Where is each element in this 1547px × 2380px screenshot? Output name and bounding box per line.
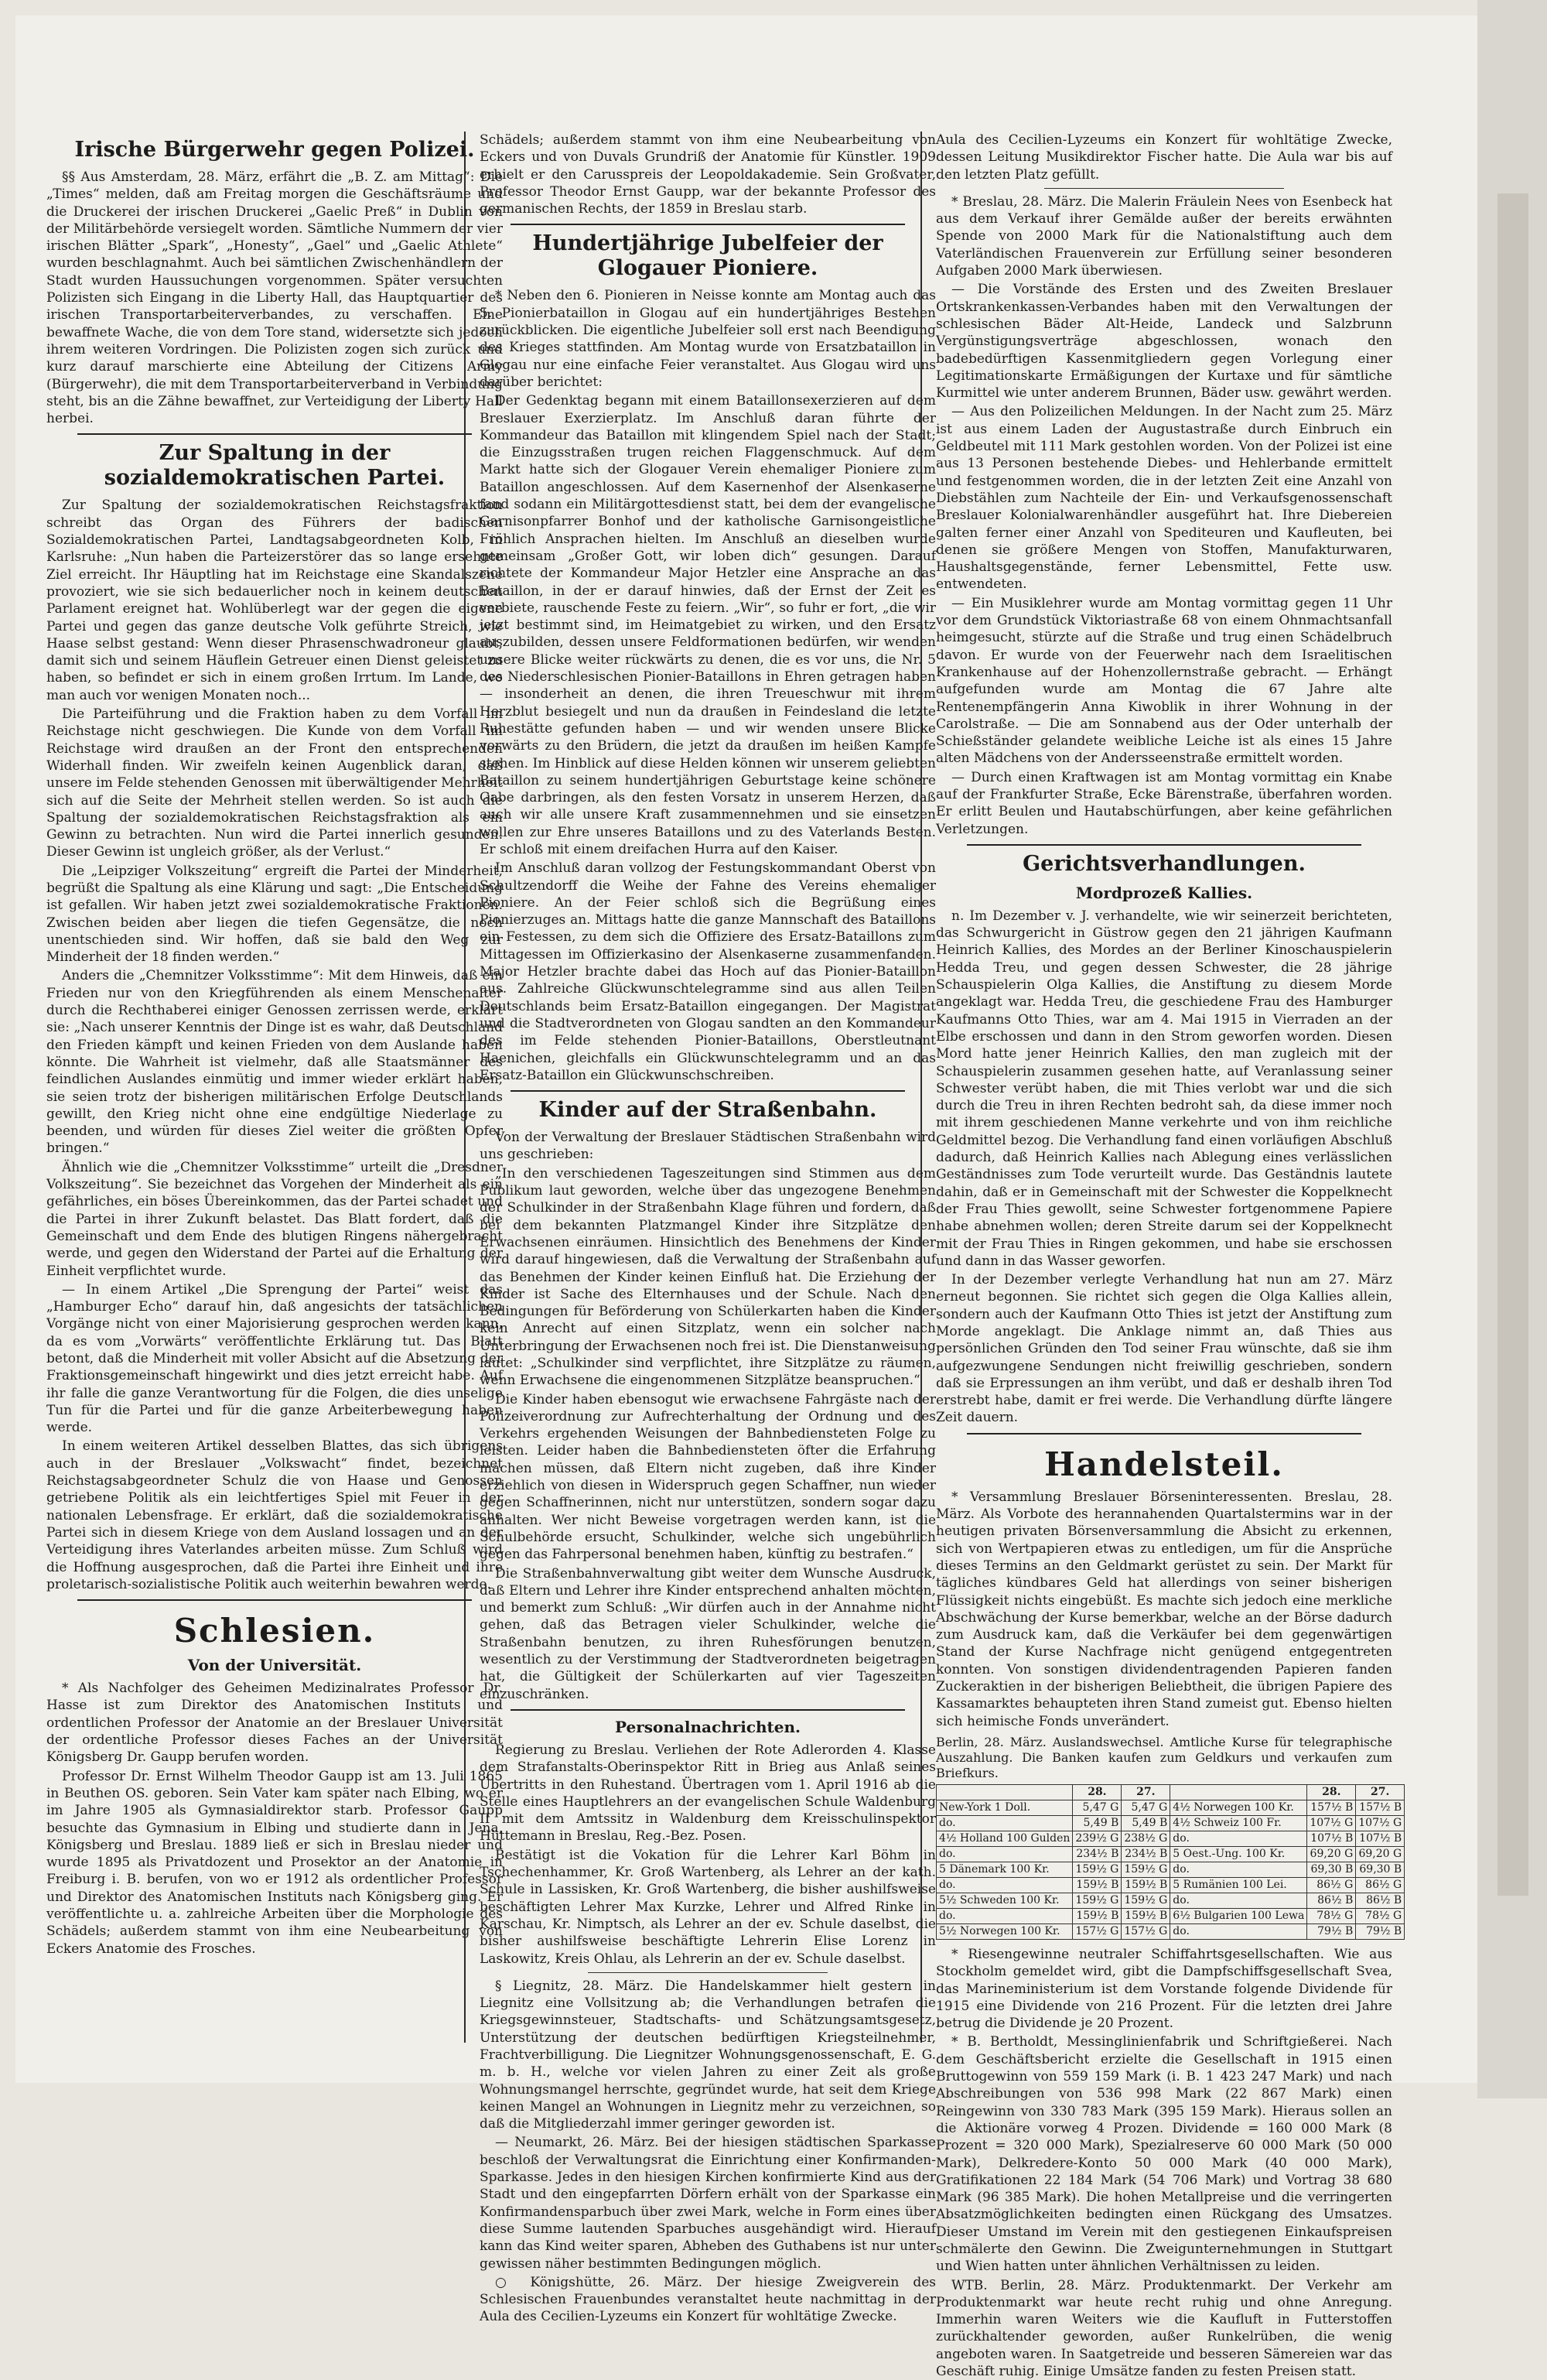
article-separator <box>511 224 905 225</box>
rates-cell: 159½ G <box>1122 1893 1170 1908</box>
article-paragraph: ○ Königshütte, 26. März. Der hiesige Zweigverein des Schlesischen Frauenbundes veranstaltet heute nachmittag in der Aula des Cecilien-Lyzeums ein Konzert für wohltätige Zwecke. <box>480 2274 936 2325</box>
rates-row <box>937 1862 1405 1877</box>
rates-cell: 157½ B <box>1307 1800 1356 1815</box>
rates-cell: 5,47 G <box>1122 1800 1170 1815</box>
article-paragraph: In der Dezember verlegte Verhandlung hat nun am 27. März erneut begonnen. Sie richtet sich gegen die Olga Kallies allein, sondern auch der Kaufmann Otto Thies ist jetzt der Anstiftung zum Morde angeklagt. Die Anklage nimmt an, daß Thies aus persönlichen Gründen den Tod seiner Frau wünschte, daß sie ihm aufgezwungene Sendungen nicht freiwillig geschrieben, sondern daß sie Erpressungen an ihm verübt, und daß er deshalb ihren Tod erstrebt habe, damit er frei werde. Die Verhandlung dürfte längere Zeit dauern. <box>936 1272 1392 1426</box>
article-paragraph: * Versammlung Breslauer Börseninteressenten. Breslau, 28. März. Als Vorbote des herannahenden Quartalstermins war in der heutigen privaten Börsenversammlung die Absicht zu erkennen, sich von Wertpapieren etwas zu entledigen, um für die Ansprüche dieses Termins an den Geldmarkt gerüstet zu sein. Der Markt für tägliches kündbares Geld hat allerdings von seiner bisherigen Flüssigkeit nichts eingebüßt. Es machte sich jedoch eine merkliche Abschwächung der Kurse bemerkbar, welche an der Börse dadurch zum Ausdruck kam, daß die Verkäufer bei dem gegenwärtigen Stand der Kurse Nachfrage nicht genügend entgegentreten konnten. Von sonstigen dividendentragenden Papieren fanden Zuckeraktien in der bisherigen Beliebtheit, die übrigen Papiere des Kassamarktes behaupteten ihren Stand zumeist gut. Ebenso hielten sich heimische Fonds unverändert. <box>936 1489 1392 1729</box>
rates-header-cell: 28. <box>1073 1784 1122 1800</box>
rates-cell: 4½ Norwegen 100 Kr. <box>1170 1800 1307 1815</box>
rates-cell: 5,49 B <box>1073 1815 1122 1831</box>
column-middle <box>480 132 936 2325</box>
article-paragraph: „In den verschiedenen Tageszeitungen sind Stimmen aus dem Publikum laut geworden, welche über das ungezogene Benehmen der Schulkinder in der Straßenbahn Klage führen und fordern, daß bei dem bekannten Platzmangel Kinder ihre Sitzplätze den Erwachsenen einräumen. Hinsichtlich des Benehmens der Kinder wird darauf hingewiesen, daß die Verwaltung der Straßenbahn auf das Benehmen der Kinder keinen Einfluß hat. Die Erziehung der Kinder ist Sache des Elternhauses und der Schule. Nach den Bedingungen für Beförderung von Schülerkarten haben die Kinder kein Anrecht auf einen Sitzplatz, wenn ein solcher nach Unterbringung der Erwachsenen noch frei ist. Die Dienstanweisung lautet: „Schulkinder sind verpflichtet, ihre Sitzplätze zu räumen, wenn Erwachsene die eingenommenen Sitzplätze beanspruchen.“ <box>480 1165 936 1389</box>
rates-header-cell <box>1170 1784 1307 1800</box>
rates-cell: 86½ B <box>1356 1893 1405 1908</box>
rates-cell: 78½ G <box>1356 1908 1405 1923</box>
rates-cell: do. <box>1170 1862 1307 1877</box>
rates-cell: do. <box>937 1908 1073 1923</box>
rates-cell: 238½ G <box>1122 1831 1170 1846</box>
rates-cell: 159½ B <box>1122 1908 1170 1923</box>
section-separator <box>967 1433 1361 1434</box>
rates-cell: 5 Rumänien 100 Lei. <box>1170 1877 1307 1893</box>
column-left <box>46 132 503 2019</box>
rates-cell: 159½ B <box>1073 1908 1122 1923</box>
rates-cell: New-York 1 Doll. <box>937 1800 1073 1815</box>
rates-cell: 86½ G <box>1307 1877 1356 1893</box>
article-paragraph: Ähnlich wie die „Chemnitzer Volksstimme“ urteilt die „Dresdner Volkszeitung“. Sie bezeichnet das Vorgehen der Minderheit als ein gefährliches, ein böses Übereinkommen, das der Partei schadet und die Partei in ihrer Zukunft belastet. Das Blatt fordert, daß die Gemeinschaft und dem Ende des blutigen Ringens nähergebracht werde, und gegen den Widerstand der Partei auf die Erhaltung der Einheit verpflichtet wurde. <box>46 1159 503 1279</box>
article-paragraph: — Aus den Polizeilichen Meldungen. In der Nacht zum 25. März ist aus einem Laden der Augustastraße durch Einbruch ein Geldbeutel mit 111 Mark gestohlen worden. Von der Polizei ist eine aus 13 Personen bestehende Diebes- und Hehlerbande ermittelt und festgenommen worden, die in der letzten Zeit eine Anzahl von Diebstählen zum Nachteile der Ein- und Verkaufsgenossenschaft Breslauer Kolonialwarenhändler ausgeführt hat. Ihre Diebereien galten ferner einer Anzahl von Spediteuren und Kaufleuten, bei denen sie größere Mengen von Stoffen, Manufakturwaren, Haushaltsgegenstände, ferner Lebensmittel, Fette usw. entwendeten. <box>936 404 1392 593</box>
article-paragraph: § Liegnitz, 28. März. Die Handelskammer hielt gestern in Liegnitz eine Vollsitzung ab; die Verhandlungen betrafen die Kriegsgewinnsteuer, Stadtschafts- und Schätzungsamtsgesetz, Unterstützung der deutschen bedürftigen Kriegsteilnehmer, Frachtverbilligung. Die Liegnitzer Wohnungsgenossenschaft, E. G. m. b. H., welche vor vielen Jahren zu einer Zeit als große Wohnungsmangel herrschte, gegründet wurde, hat seit dem Kriege keinen Mangel an Wohnungen in Liegnitz mehr zu verzeichnen, so daß die Mitgliederzahl immer geringer geworden ist. <box>480 1978 936 2132</box>
headline-court-proceedings: Gerichtsverhandlungen. <box>1023 851 1306 876</box>
rates-cell: 69,20 G <box>1356 1846 1405 1862</box>
article-paragraph: * Neben den 6. Pionieren in Neisse konnte am Montag auch das 5. Pionierbataillon in Glogau auf ein hundertjähriges Bestehen zurückblicken. Die eigentliche Jubelfeier soll erst nach Beendigung des Krieges stattfinden. Am Montag wurde von Ersatzbataillon in Glogau nur eine einfache Feier veranstaltet. Aus Glogau wird uns darüber berichtet: <box>480 288 936 390</box>
article-paragraph: Im Anschluß daran vollzog der Festungskommandant Oberst von Schultzendorff die Weihe der Fahne des Vereins ehemaliger Pioniere. An der Feier schloß sich die Begrüßung eines Pionierzuges an. Mittags hatte die ganze Mannschaft des Bataillons ein Festessen, zu dem sich die Offiziere des Ersatz-Bataillons zum Mittagessen im Offizierkasino der Alsenkaserne zusammenfanden. Major Hetzler brachte dabei das Hoch auf das Pionier-Bataillon aus. Zahlreiche Glückwunschtelegramme sind aus allen Teilen Deutschlands beim Ersatz-Bataillon eingegangen. Der Magistrat und die Stadtverordneten von Glogau sandten an den Kommandeur des im Felde stehenden Pionier-Bataillons, Oberstleutnant Haenichen, gleichfalls ein Glückwunschtelegramm und an das Ersatz-Bataillon ein Glückwunschschreiben. <box>480 860 936 1083</box>
rates-row <box>937 1893 1405 1908</box>
rates-cell: 107½ G <box>1307 1815 1356 1831</box>
article-paragraph: * B. Bertholdt, Messinglinienfabrik und Schriftgießerei. Nach dem Geschäftsbericht erzielte die Gesellschaft in 1915 einen Bruttogewinn von 559 159 Mark (i. B. 1 423 247 Mark) und nach Abschreibungen von 536 998 Mark (22 867 Mark) einen Reingewinn von 330 783 Mark (395 159 Mark). Hieraus sollen an die Aktionäre vorweg 4 Prozen. Dividende = 160 000 Mark (8 Prozent = 320 000 Mark), Spezialreserve 60 000 Mark (50 000 Mark), Delkredere-Konto 50 000 Mark (40 000 Mark), Gratifikationen 22 184 Mark (54 706 Mark) und Vortrag 38 680 Mark (96 385 Mark). Die hohen Metallpreise und die verringerten Absatzmöglichkeiten bedingten einen Rückgang des Umsatzes. Dieser Umstand im Verein mit den gestiegenen Einkaufspreisen schmälerte den Gewinn. Die Zweigunternehmungen in Stuttgart und Wien hatten unter ähnlichen Verhältnissen zu leiden. <box>936 2034 1392 2275</box>
rates-cell: do. <box>1170 1893 1307 1908</box>
article-paragraph: Schädels; außerdem stammt von ihm eine Neubearbeitung von Eckers und von Duvals Grundriß der Anatomie für Künstler. 1909 erhielt er den Carusspreis der Leopoldakademie. Sein Großvater, Professor Theodor Ernst Gaupp, war der bekannte Professor des germanischen Rechts, der 1859 in Breslau starb. <box>480 132 936 217</box>
article-paragraph: Zur Spaltung der sozialdemokratischen Reichstagsfraktion schreibt das Organ des Führers der badischen Sozialdemokratischen Partei, Landtagsabgeordneten Kolb, in Karlsruhe: „Nun haben die Parteizerstörer das so lange ersehnte Ziel erreicht. Ihr Häuptling hat im Reichstage eine Skandalszene provoziert, wie sie sich bedauerlicher noch in keinem deutschen Parlament ereignet hat. Wohlüberlegt war der gegen die eigene Partei und gegen das ganze deutsche Volk geführte Streich, wie Haase selbst gestand: Wenn dieser Phrasenschwadroneur glaubt, damit sich und seinem Häuflein Getreuer einen Dienst geleistet zu haben, so befindet er sich in einem großen Irrtum. Im Lande, wo man auch vor wenigen Monaten noch... <box>46 498 503 703</box>
article-paragraph: Von der Verwaltung der Breslauer Städtischen Straßenbahn wird uns geschrieben: <box>480 1130 936 1163</box>
article-paragraph: — In einem Artikel „Die Sprengung der Partei“ weist das „Hamburger Echo“ darauf hin, daß angesichts der tatsächlichen Vorgänge nicht von einer Majorisierung gesprochen werden kann, da es vom „Vorwärts“ veröffentlichte Erklärung tut. Das Blatt betont, daß die Minderheit mit voller Absicht auf die Absetzung der Fraktionsgemeinschaft hingewirkt und dies jetzt erreicht habe. Auf ihr falle die ganze Verantwortung für die Folgen, die dies unselige Tun für die Partei und für die ganze Arbeiterbewegung haben werde. <box>46 1281 503 1436</box>
headline-tram-children: Kinder auf der Straßenbahn. <box>538 1098 877 1123</box>
rates-header-cell: 28. <box>1307 1784 1356 1800</box>
rates-row <box>937 1877 1405 1893</box>
rates-cell: 159½ G <box>1073 1862 1122 1877</box>
article-paragraph: Regierung zu Breslau. Verliehen der Rote Adlerorden 4. Klasse dem Strafanstalts-Oberinspektor Ritt in Brieg aus Anlaß seines Übertritts in den Ruhestand. Übertragen vom 1. April 1916 ab die Stelle eines Hauptlehrers an der evangelischen Schule Waldenburg II mit dem Amtssitz in Waldenburg dem Kreisschulinspektor Hüttemann in Breslau, Reg.-Bez. Posen. <box>480 1742 936 1845</box>
headline-glogau-pioneers: Hundertjährige Jubelfeier der Glogauer Pioniere. <box>532 231 883 281</box>
rates-cell: 5 Oest.-Ung. 100 Kr. <box>1170 1846 1307 1862</box>
rates-cell: 86½ G <box>1356 1877 1405 1893</box>
article-paragraph: Die Kinder haben ebensogut wie erwachsene Fahrgäste nach der Polizeiverordnung zur Aufrechterhaltung der Ordnung und des Verkehrs ergehenden Weisungen der Bahnbediensteten Folge zu leisten. Leider haben die Bahnbediensteten öfter die Erfahrung machen müssen, daß Eltern nicht zugeben, daß ihre Kinder erziehlich von diesen in Widerspruch gegen Schaffner, nun wieder gegen Schaffnerinnen, nicht nur unterstützen, sondern sogar dazu anhalten. Wer nicht Beweise vorgetragen werden kann, ist die Schulbehörde ersucht, Schulkinder, welche sich ungebührlich gegen das Fahrpersonal benehmen haben, künftig zu bestrafen.“ <box>480 1391 936 1563</box>
rates-header-cell <box>937 1784 1073 1800</box>
article-paragraph: * Riesengewinne neutraler Schiffahrtsgesellschaften. Wie aus Stockholm gemeldet wird, gibt die Dampfschiffsgesellschaft Svea, das Marineministerium ist dem Vorstande folgende Dividende für 1915 eine Dividende von 216 Prozent. Für die letzten drei Jahre betrug die Dividende je 20 Prozent. <box>936 1946 1392 2032</box>
exchange-rates-table <box>936 1784 1405 1940</box>
rates-row <box>937 1908 1405 1923</box>
rates-cell: 234½ B <box>1073 1846 1122 1862</box>
rates-cell: 79½ B <box>1307 1923 1356 1939</box>
article-paragraph: In einem weiteren Artikel desselben Blattes, das sich übrigens auch in der Breslauer „Volkswacht“ findet, bezeichnet Reichstagsabgeordneter Schulz die von Haase und Genossen getriebene Politik als ein leichtfertiges Spiel mit Feuer in der nationalen Lebensfrage. Er erklärt, daß die sozialdemokratische Partei sich in diesem Kriege von dem Ausland lossagen und an der Verteidigung ihres Vaterlandes arbeiten müsse. Zum Schluß wird die Hoffnung ausgesprochen, daß die Partei ihre Einheit und ihre proletarisch-sozialistische Politik auch weiterhin bewahren werde. <box>46 1438 503 1592</box>
rates-cell: do. <box>1170 1831 1307 1846</box>
article-paragraph: — Die Vorstände des Ersten und des Zweiten Breslauer Ortskrankenkassen-Verbandes haben mit den Verwaltungen der schlesischen Bäder Alt-Heide, Landeck und Salzbrunn Vergünstigungsverträge abgeschlossen, wonach den badebedürftigen Kassenmitgliedern gegen Vorlegung einer Legitimationskarte Ermäßigungen der Kurtaxe und für sämtliche Kurmittel wie unter anderem Brunnen, Bäder usw. gewährt werden. <box>936 282 1392 402</box>
rates-cell: 107½ G <box>1356 1815 1405 1831</box>
rates-row <box>937 1846 1405 1862</box>
rates-cell: 69,30 B <box>1356 1862 1405 1877</box>
article-paragraph: Aula des Cecilien-Lyzeums ein Konzert für wohltätige Zwecke, dessen Leitung Musikdirektor Fischer hatte. Die Aula war bis auf den letzten Platz gefüllt. <box>936 132 1392 183</box>
rates-body <box>937 1800 1405 1939</box>
rates-cell: 159½ G <box>1122 1862 1170 1877</box>
section-title-handelsteil: Handelsteil. <box>1044 1445 1284 1483</box>
article-paragraph: Anders die „Chemnitzer Volksstimme“: Mit dem Hinweis, daß ein Frieden nur von den Kriegführenden als einem Menschenalter durch die Rechthaberei einiger Genossen zerrissen werde, erklärt sie: „Nach unserer Kenntnis der Dinge ist es wahr, daß Deutschland den Frieden kämpft und keinen Frieden von dem Auslande haben könnte. Die Wahrheit ist vielmehr, daß alle Staatsmänner des feindlichen Auslandes einmütig und immer wieder erklärt haben, sie seien trotz der bisherigen militärischen Erfolge Deutschlands gewillt, den Krieg nicht ohne eine endgültige Niederlage zu beenden, und würden für dieses Ziel weiter die größten Opfer bringen.“ <box>46 968 503 1157</box>
rates-cell: 159½ B <box>1073 1877 1122 1893</box>
article-separator <box>77 433 472 435</box>
rates-row <box>937 1815 1405 1831</box>
rates-cell: 69,30 B <box>1307 1862 1356 1877</box>
rates-cell: 107½ B <box>1307 1831 1356 1846</box>
article-paragraph: * Als Nachfolger des Geheimen Medizinalrates Professor Dr. Hasse ist zum Direktor des Anatomischen Instituts und ordentlichen Professor der Anatomie an der Breslauer Universität der ordentliche Professor dieses Faches an der Universität Königsberg Dr. Gaupp berufen worden. <box>46 1681 503 1766</box>
rates-header-cell: 27. <box>1122 1784 1170 1800</box>
rates-row <box>937 1800 1405 1815</box>
rates-cell: 107½ B <box>1356 1831 1405 1846</box>
article-paragraph: Die Straßenbahnverwaltung gibt weiter dem Wunsche Ausdruck, daß Eltern und Lehrer ihre Kinder entsprechend anhalten möchten, und bemerkt zum Schluß: „Wir dürfen auch in der Annahme nicht gehen, daß das Betragen vieler Schulkinder, welche die Straßenbahn benutzen, zu ihren Ruhesförungen benutzen, wesentlich zu der Verstimmung der Stadtverordneten beigetragen hat, die Gültigkeit der Schülerkarten auf vier Tageszeiten einzuschränken. <box>480 1565 936 1702</box>
subheadline-kallies-trial: Mordprozeß Kallies. <box>1075 883 1253 902</box>
rates-cell: 5,47 G <box>1073 1800 1122 1815</box>
article-paragraph: Professor Dr. Ernst Wilhelm Theodor Gaupp ist am 13. Juli 1865 in Beuthen OS. geboren. Sein Vater kam später nach Elbing, wo er im Jahre 1905 als Gymnasialdirektor starb. Professor Gaupp besuchte das Gymnasium in Elbing und studierte dann in Jena, Königsberg und Breslau. 1889 ließ er sich in Breslau nieder und wurde 1895 als Privatdozent und Prosektor an der Anatomie in Freiburg i. B. berufen, von wo er 1912 als ordentlicher Professor und Direktor des Anatomischen Instituts nach Königsberg ging. Er veröffentlichte u. a. zahlreiche Arbeiten über die Morphologie des Schädels; außerdem stammt von ihm eine Neubearbeitung von Eckers Anatomie des Frosches. <box>46 1768 503 1957</box>
rates-cell: 5½ Schweden 100 Kr. <box>937 1893 1073 1908</box>
rates-cell: 69,20 G <box>1307 1846 1356 1862</box>
article-paragraph: — Neumarkt, 26. März. Bei der hiesigen städtischen Sparkasse beschloß der Verwaltungsrat die Einrichtung einer Konfirmanden-Sparkasse. Jedes in den hiesigen Kirchen konfirmierte Kind aus der Stadt und den eingepfarrten Dörfern erhält von der Sparkasse ein Konfirmandensparbuch über zwei Mark, welche in Form eines über diese Summe lautenden Sparbuches ausgehändigt wird. Hierauf kann das Kind weiter sparen, Abheben des Guthabens ist nur unter gewissen näher bestimmten Bedingungen möglich. <box>480 2135 936 2272</box>
article-paragraph: Der Gedenktag begann mit einem Bataillonsexerzieren auf dem Breslauer Exerzierplatz. Im Anschluß daran führte der Kommandeur das Bataillon mit klingendem Spiel nach der Stadt; die Einzugsstraßen trugen reichen Flaggenschmuck. Auf dem Markt hatte sich der Glogauer Verein ehemaliger Pioniere zum Bataillon angeschlossen. Auf dem Kasernenhof der Alsenkaserne fand sodann ein Militärgottesdienst statt, bei dem der evangelische Garnisonpfarrer Bonhof und der katholische Garnisongeistliche Fröhlich Ansprachen hielten. Im Anschluß an dieselben wurde gemeinsam „Großer Gott, wir loben dich“ gesungen. Darauf richtete der Kommandeur Major Hetzler eine Ansprache an das Bataillon, in der er darauf hinwies, daß der Ernst der Zeit es verbiete, rauschende Feste zu feiern. „Wir“, so fuhr er fort, „die wir jetzt bestimmt sind, im Heimatgebiet zu wirken, und den Ersatz auszubilden, dessen unsere Feldformationen bedürfen, wir wenden unsere Blicke weiter rückwärts zu denen, die es vor uns, die Nr. 5 des Niederschlesischen Pionier-Bataillons in Ehren getragen haben — insonderheit an denen, die ihren Treueschwur mit ihrem Herzblut besiegelt und nun da draußen in Feindesland die letzte Ruhestätte gefunden haben — und wir wenden unsere Blicke vorwärts zu den Brüdern, die jetzt da draußen im heißen Kampfe stehen. Im Hinblick auf diese Helden können wir unserem geliebten Bataillon zu seinem hundertjährigen Geburtstage keine schönere Gabe darbringen, als den festen Vorsatz in unserem Herzen, daß auch wir alle unsere Kraft zusammennehmen und sie einsetzen wollen zur Ehre unseres Bataillons und zu des Vaterlands Besten. Er schloß mit einem dreifachen Hurra auf den Kaiser. <box>480 393 936 857</box>
article-paragraph: §§ Aus Amsterdam, 28. März, erfährt die „B. Z. am Mittag“: Die „Times“ melden, daß am Freitag morgen die Geschäftsräume und die Druckerei der irischen Druckerei „Gaelic Preß“ in Dublin von der Militärbehörde versiegelt worden. Sämtliche Nummern der vier irischen Blätter „Spark“, „Honesty“, „Gael“ und „Gaelic Athlete“ wurden beschlagnahmt. Auch bei sämtlichen Zwischenhändlern der Stadt wurden Haussuchungen vorgenommen. Später versuchten Polizisten sich Eingang in die Liberty Hall, das Hauptquartier des irischen Transportarbeiterverbandes, zu verschaffen. Eine bewaffnete Wache, die von dem Tore stand, widersetzte sich jedoch ihrem weiteren Vordringen. Die Polizisten zogen sich zurück und kurz darauf marschierte eine Abteilung der Citizens Army (Bürgerwehr), die mit dem Transportarbeiterverband in Verbindung steht, bis an die Zähne bewaffnet, zur Verteidigung der Liberty Hall herbei. <box>46 169 503 427</box>
rates-cell: 4½ Holland 100 Gulden <box>937 1831 1073 1846</box>
rates-cell: 5,49 B <box>1122 1815 1170 1831</box>
rates-cell: 157½ B <box>1356 1800 1405 1815</box>
article-paragraph: n. Im Dezember v. J. verhandelte, wie wir seinerzeit berichteten, das Schwurgericht in Güstrow gegen den 21 jährigen Kaufmann Heinrich Kallies, des Mordes an der Berliner Kinoschauspielerin Hedda Treu, und gegen dessen Schwester, die 28 jährige Schauspielerin Olga Kallies, die Anstiftung zu diesem Morde angeklagt war. Hedda Treu, die geschiedene Frau des Hamburger Kaufmanns Otto Thies, war am 4. Mai 1915 in Vierraden an der Elbe erschossen und dann in den Strom geworfen worden. Diesen Mord hatte jener Heinrich Kallies, den man zugleich mit der Schauspielerin zusammen gesehen hatte, auf Veranlassung seiner Schwester verübt haben, die mit Thies verlobt war und die sich durch die Treu in ihren Rechten bedroht sah, da diese immer noch mit ihrem geschiedenen Manne verkehrte und von ihm reichliche Geldmittel bezog. Die Verhandlung fand einen vorläufigen Abschluß dadurch, daß Heinrich Kallies nach Ablegung eines verlässlichen Geständnisses zum Tode verurteilt wurde. Das Geständnis lautete dahin, daß er in Gemeinschaft mit der Schwester die Koppelknecht der Frau Thies gewollt, seine Schwester fortgenommene Papiere habe abnehmen wollen; deren Streite darum sei der Koppelknecht mit der Frau Thies in Ringen gekommen, und habe sie erschossen und dann in das Wasser geworfen. <box>936 908 1392 1269</box>
rates-cell: do. <box>937 1877 1073 1893</box>
rates-cell: 157½ G <box>1073 1923 1122 1939</box>
rates-cell: 4½ Schweiz 100 Fr. <box>1170 1815 1307 1831</box>
rates-cell: 6½ Bulgarien 100 Lewa <box>1170 1908 1307 1923</box>
rates-row <box>937 1923 1405 1939</box>
page-edge-shadow <box>1497 193 1528 1896</box>
article-separator <box>511 1090 905 1092</box>
article-paragraph: * Breslau, 28. März. Die Malerin Fräulein Nees von Esenbeck hat aus dem Verkauf ihrer Gemälde außer der bereits erwähnten Spende von 2000 Mark für die Nationalstiftung auch dem Vaterländischen Frauenverein zur Erfüllung seiner besonderen Aufgaben 2000 Mark überwiesen. <box>936 193 1392 279</box>
rates-cell: do. <box>937 1815 1073 1831</box>
headline-irish-militia: Irische Bürgerwehr gegen Polizei. <box>74 138 475 162</box>
rates-cell: do. <box>937 1846 1073 1862</box>
subheadline-university: Von der Universität. <box>187 1656 362 1675</box>
article-paragraph: — Ein Musiklehrer wurde am Montag vormittag gegen 11 Uhr vor dem Grundstück Viktoriastraße 68 von einem Ohnmachtsanfall heimgesucht, stürzte auf die Straße und trug einen Schädelbruch davon. Er wurde von der Feuerwehr nach dem Israelitischen Krankenhause auf der Hohenzollernstraße gebracht. — Erhängt aufgefunden wurde am Montag die 67 Jahre alte Rentenempfängerin Anna Kiwoblik in ihrer Wohnung in der Carolstraße. — Die am Sonnabend aus der Oder unterhalb der Schießständer gelandete weibliche Leiche ist als eines 15 Jahre alten Mädchens von der Andersseenstraße ermittelt worden. <box>936 595 1392 767</box>
rates-cell: 159½ B <box>1122 1877 1170 1893</box>
rates-cell: 78½ G <box>1307 1908 1356 1923</box>
article-paragraph: — Durch einen Kraftwagen ist am Montag vormittag ein Knabe auf der Frankfurter Straße, Ecke Bärenstraße, überfahren worden. Er erlitt Beulen und Hautabschürfungen, aber keine gefährlichen Verletzungen. <box>936 769 1392 837</box>
rates-header-row <box>937 1784 1405 1800</box>
article-paragraph: Bestätigt ist die Vokation für die Lehrer Karl Böhm in Tschechenhammer, Kr. Groß Wartenberg, als Lehrer an der kath. Schule in Lassisken, Kr. Groß Wartenberg, die bisher aushilfsweise beschäftigten Lehrer Max Kurzke, Lehrer und Alfred Rinke in Karschau, Kr. Nimptsch, als Lehrer an der ev. Schule daselbst, die bisher aushilfsweise beschäftigte Lehrerin Elise Lorenz in Laskowitz, Kreis Ohlau, als Lehrerin an der ev. Schule daselbst. <box>480 1847 936 1967</box>
article-paragraph: Die Parteiführung und die Fraktion haben zu dem Vorfall im Reichstage nicht geschwiegen. Die Kunde von dem Vorfall im Reichstage wird draußen an der Front den entsprechenden Widerhall finden. Wir zweifeln keinen Augenblick daran, daß unsere im Felde stehenden Genossen mit überwältigender Mehrheit sich auf die Seite der Mehrheit stellen werden. So ist auch die Spaltung der sozialdemokratischen Reichstagsfraktion als ein Gewinn zu betrachten. Nun wird die Partei innerlich gesunden. Dieser Gewinn ist ungleich größer, als der Verlust.“ <box>46 706 503 860</box>
article-separator <box>1044 188 1284 189</box>
column-right <box>936 132 1402 2380</box>
article-separator <box>588 1972 828 1973</box>
article-separator <box>967 844 1361 846</box>
rates-cell: do. <box>1170 1923 1307 1939</box>
section-separator <box>77 1599 472 1601</box>
rates-cell: 86½ B <box>1307 1893 1356 1908</box>
rates-cell: 5 Dänemark 100 Kr. <box>937 1862 1073 1877</box>
rates-header-cell: 27. <box>1356 1784 1405 1800</box>
rates-cell: 234½ B <box>1122 1846 1170 1862</box>
article-paragraph: WTB. Berlin, 28. März. Produktenmarkt. Der Verkehr am Produktenmarkt war heute recht ruhig und ohne Anregung. Immerhin waren Weiters wie die Kaufluft in Futterstoffen zurückhaltender geworden, außer Runkelrüben, die wenig angeboten waren. In Saatgetreide und besseren Sämereien war das Geschäft ruhig. Einige Umsätze fanden zu festen Preisen statt. <box>936 2277 1392 2380</box>
rates-cell: 159½ G <box>1073 1893 1122 1908</box>
article-paragraph: Die „Leipziger Volkszeitung“ ergreift die Partei der Minderheit, begrüßt die Spaltung als eine Klärung und sagt: „Die Entscheidung ist gefallen. Wir haben jetzt zwei sozialdemokratische Fraktionen. Zwischen beiden aber liegen die tiefen Gegensätze, die noch unentschieden sind. Wir hoffen, daß sie bald den Weg zur Minderheit der 18 finden werden.“ <box>46 863 503 966</box>
rates-cell: 5½ Norwegen 100 Kr. <box>937 1923 1073 1939</box>
rates-cell: 157½ G <box>1122 1923 1170 1939</box>
rates-row <box>937 1831 1405 1846</box>
exchange-rates-note: Berlin, 28. März. Auslandswechsel. Amtliche Kurse für telegraphische Auszahlung. Die Banken kaufen zum Geldkurs und verkaufen zum Briefkurs. <box>936 1734 1392 1780</box>
headline-personal-news: Personalnachrichten. <box>615 1717 801 1736</box>
newspaper-page <box>15 15 1477 2380</box>
section-title-schlesien: Schlesien. <box>173 1612 376 1650</box>
rates-cell: 239½ G <box>1073 1831 1122 1846</box>
headline-party-split: Zur Spaltung in der sozialdemokratischen Partei. <box>104 441 446 491</box>
article-separator <box>511 1709 905 1711</box>
rates-cell: 79½ B <box>1356 1923 1405 1939</box>
